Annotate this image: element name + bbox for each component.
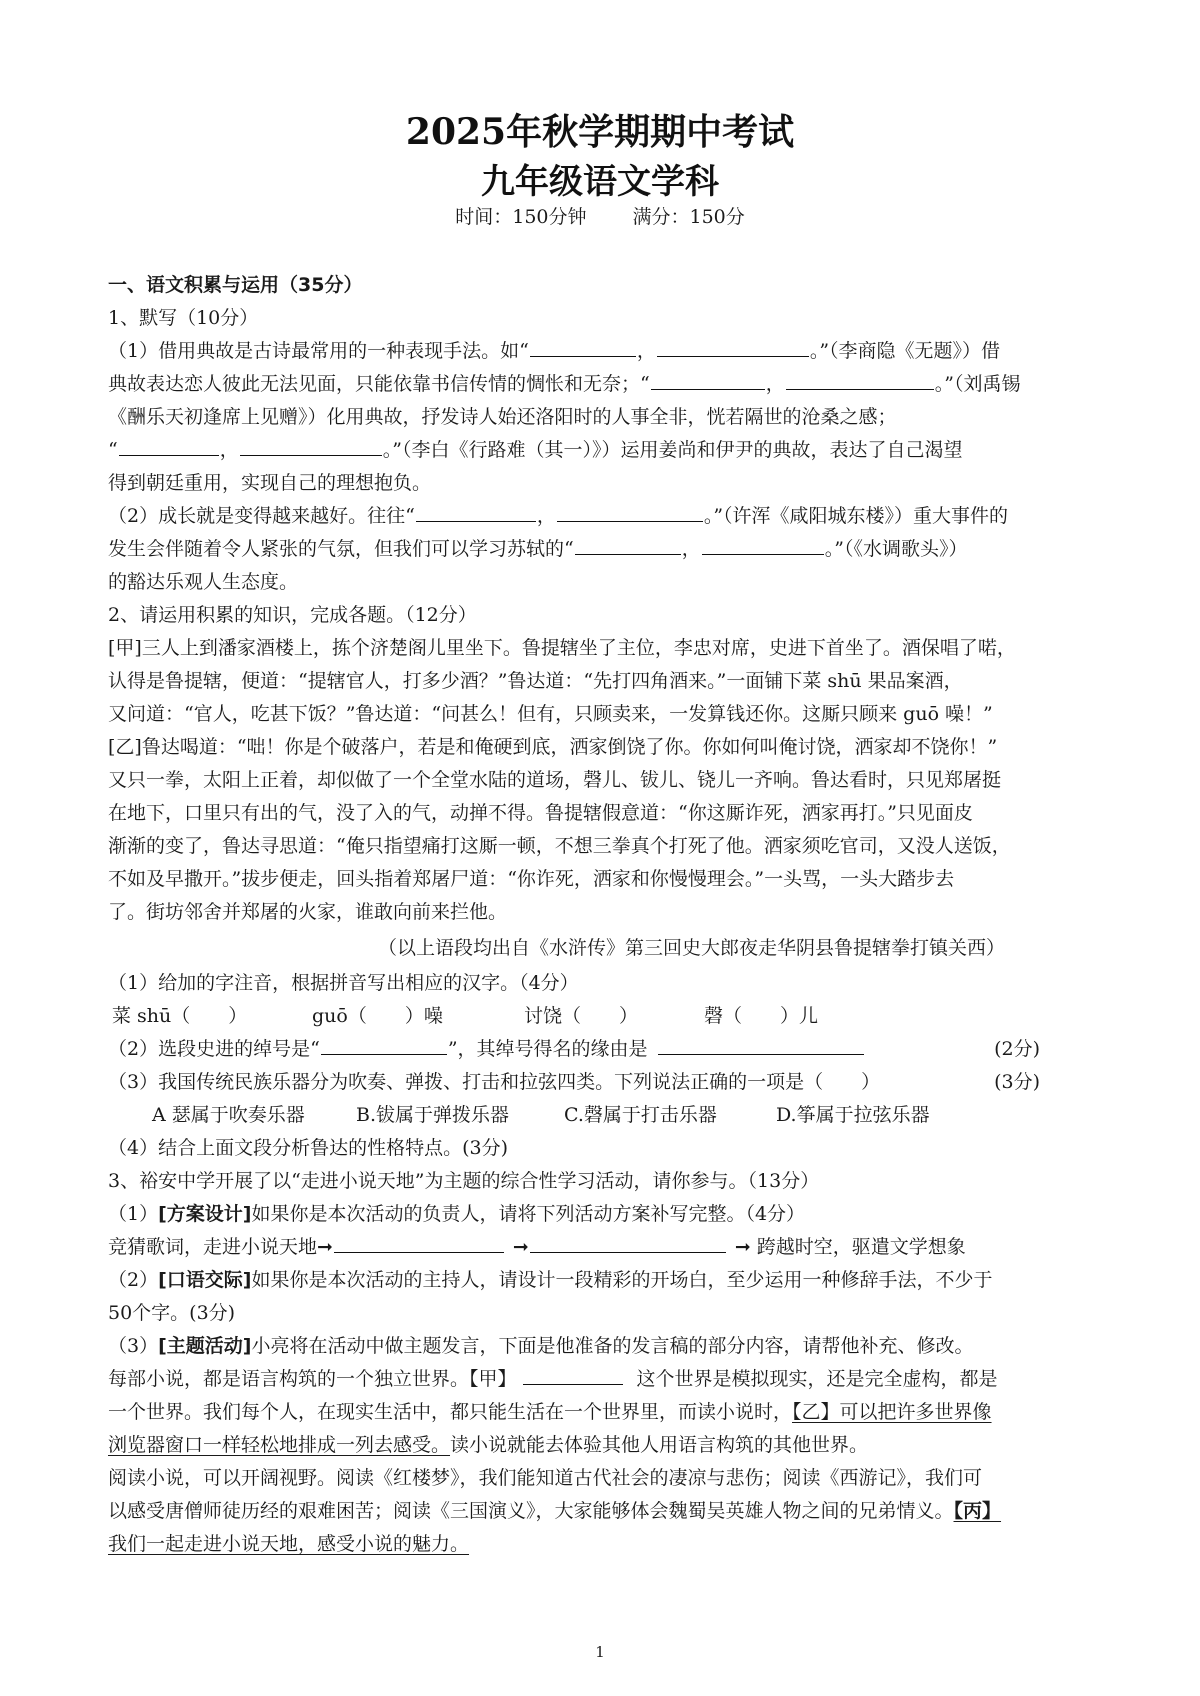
- speech-line: 浏览器窗口一样轻松地排成一列去感受。读小说就能去体验其他人用语言构筑的其他世界。: [108, 1434, 869, 1456]
- q1-p1-line3: 《酬乐天初逢席上见赠》）化用典故，抒发诗人始还洛阳时的人事全非，恍若隔世的沧桑之感；: [108, 406, 897, 428]
- answer-blank[interactable]: [575, 536, 681, 555]
- q3-sub2-cont: 50个字。(3分): [108, 1302, 236, 1324]
- answer-blank[interactable]: [651, 371, 765, 390]
- q1-p2-line1: （2）成长就是变得越来越好。往往“ ， 。”（许浑《咸阳城东楼》）重大事件的: [108, 505, 1009, 527]
- q2-sub1-item-d[interactable]: 磬（ ）儿: [704, 1005, 819, 1027]
- answer-blank[interactable]: [416, 503, 536, 522]
- passage-yi-line: 渐渐的变了，鲁达寻思道：“俺只指望痛打这厮一顿，不想三拳真个打死了他。洒家须吃官司，又没人送饭，: [108, 835, 1011, 857]
- exam-meta: [0, 202, 1200, 229]
- q1-p1-line1: （1）借用典故是古诗最常用的一种表现手法。如“ ， 。”（李商隐《无题》）借: [108, 340, 1001, 362]
- question-1-heading: 1、默写（10分）: [108, 307, 259, 329]
- q1-p1-line4: “ ， 。”（李白《行路难（其一）》）运用姜尚和伊尹的典故，表达了自己渴望: [108, 439, 963, 461]
- passage-yi-line: 不如及早撒开。”拔步便走，回头指着郑屠尸道：“你诈死，洒家和你慢慢理会。”一头骂，一头大踏步去: [108, 868, 955, 890]
- page-number: 1: [595, 1643, 605, 1661]
- passage-yi-line: 在地下，口里只有出的气，没了入的气，动掸不得。鲁提辖假意道：“你这厮诈死，洒家再打。”只见面皮: [108, 802, 973, 824]
- q2-sub1-item-c[interactable]: 讨饶（ ）: [524, 1005, 639, 1027]
- q2-sub1-item-a[interactable]: 菜 shū（ ）: [112, 1005, 248, 1027]
- answer-blank[interactable]: [530, 1234, 726, 1253]
- speech-line: 以感受唐僧师徒历经的艰难困苦；阅读《三国演义》，大家能够体会魏蜀吴英雄人物之间的兄弟情义。【丙】: [108, 1500, 1002, 1522]
- passage-source: （以上语段均出自《水浒传》第三回史大郎夜走华阴县鲁提辖拳打镇关西）: [378, 937, 1006, 959]
- answer-blank[interactable]: [334, 1234, 504, 1253]
- answer-blank[interactable]: [786, 371, 934, 390]
- passage-yi-line: [乙]鲁达喝道：“咄！你是个破落户，若是和俺硬到底，洒家倒饶了你。你如何叫俺讨饶，洒家却不饶你！”: [108, 736, 998, 758]
- speech-sentence-bing: 【丙】: [953, 1500, 1002, 1522]
- q2-option-b[interactable]: B.钹属于弹拨乐器: [356, 1104, 510, 1126]
- answer-blank[interactable]: [702, 536, 824, 555]
- answer-blank[interactable]: [119, 437, 219, 456]
- q3-sub2: （2）[口语交际]如果你是本次活动的主持人，请设计一段精彩的开场白，至少运用一种修辞手法，不少于: [108, 1269, 993, 1291]
- q3-sub3: （3）[主题活动]小亮将在活动中做主题发言，下面是他准备的发言稿的部分内容，请帮他补充、修改。: [108, 1335, 974, 1357]
- answer-blank[interactable]: [658, 1036, 864, 1055]
- answer-blank[interactable]: [557, 503, 703, 522]
- passage-yi-line: 了。街坊邻舍并郑屠的火家，谁敢向前来拦他。: [108, 901, 508, 923]
- q2-sub1: （1）给加的字注音，根据拼音写出相应的汉字。（4分）: [108, 972, 579, 994]
- q2-sub4: （4）结合上面文段分析鲁达的性格特点。(3分): [108, 1137, 509, 1159]
- q2-sub1-item-b[interactable]: guō（ ）噪: [312, 1005, 443, 1027]
- q2-option-a[interactable]: A 瑟属于吹奏乐器: [152, 1104, 305, 1126]
- question-2-heading: 2、请运用积累的知识，完成各题。（12分）: [108, 604, 477, 626]
- question-3-heading: 3、裕安中学开展了以“走进小说天地”为主题的综合性学习活动，请你参与。（13分）: [108, 1170, 820, 1192]
- q1-p2-line2: 发生会伴随着令人紧张的气氛，但我们可以学习苏轼的“ ， 。”（《水调歌头》）: [108, 538, 968, 560]
- q2-sub3: （3）我国传统民族乐器分为吹奏、弹拨、打击和拉弦四类。下列说法正确的一项是（ ）: [108, 1071, 881, 1093]
- speech-line: 我们一起走进小说天地，感受小说的魅力。: [108, 1533, 470, 1555]
- q2-option-d[interactable]: D.筝属于拉弦乐器: [776, 1104, 930, 1126]
- passage-yi-line: 又只一拳，太阳上正着，却似做了一个全堂水陆的道场，磬儿、钹儿、铙儿一齐响。鲁达看时，只见郑屠挺: [108, 769, 1002, 791]
- exam-title: 2025年秋学期期中考试: [405, 111, 795, 153]
- q1-p2-line3: 的豁达乐观人生态度。: [108, 571, 299, 593]
- q3-sub1: （1）[方案设计]如果你是本次活动的负责人，请将下列活动方案补写完整。（4分）: [108, 1203, 806, 1225]
- answer-blank[interactable]: [321, 1036, 447, 1055]
- speech-line: 阅读小说，可以开阔视野。阅读《红楼梦》，我们能知道古代社会的凄凉与悲伤；阅读《西游记》，我们可: [108, 1467, 983, 1489]
- passage-jia-line: [甲]三人上到潘家酒楼上，拣个济楚阁儿里坐下。鲁提辖坐了主位，李忠对席，史进下首坐了。酒保唱了喏，: [108, 637, 1016, 659]
- section-heading: 一、语文积累与运用（35分）: [108, 274, 363, 296]
- speech-sentence-yi: 【乙】可以把许多世界像: [792, 1401, 992, 1423]
- exam-subtitle: 九年级语文学科: [481, 162, 719, 202]
- passage-jia-line: 又问道：“官人，吃甚下饭？”鲁达道：“问甚么！但有，只顾卖来，一发算钱还你。这厮只顾来 guō 噪！”: [108, 703, 993, 725]
- q1-p1-line5: 得到朝廷重用，实现自己的理想抱负。: [108, 472, 432, 494]
- speech-line: 每部小说，都是语言构筑的一个独立世界。【甲】 这个世界是模拟现实，还是完全虚构，都是: [108, 1368, 998, 1390]
- exam-score: 满分：150分: [632, 206, 745, 228]
- q2-option-c[interactable]: C.磬属于打击乐器: [564, 1104, 717, 1126]
- exam-time: 时间：150分钟: [455, 206, 587, 228]
- q2-sub2: （2）选段史进的绰号是“ ”，其绰号得名的缘由是: [108, 1034, 865, 1061]
- q2-sub2-score: (2分): [994, 1038, 1040, 1060]
- q3-plan: 竞猜歌词，走进小说天地➞ ➞ ➞ 跨越时空，驱遣文学想象: [108, 1236, 966, 1258]
- answer-blank[interactable]: [657, 338, 809, 357]
- passage-jia-line: 认得是鲁提辖，便道：“提辖官人，打多少酒？”鲁达道：“先打四角酒来。”一面铺下菜 shū 果品案酒，: [108, 670, 963, 692]
- answer-blank[interactable]: [530, 338, 636, 357]
- answer-blank[interactable]: [523, 1366, 623, 1385]
- q2-sub3-score: (3分): [994, 1071, 1040, 1093]
- speech-line: 一个世界。我们每个人，在现实生活中，都只能生活在一个世界里，而读小说时，【乙】可以把许多世界像: [108, 1401, 992, 1423]
- answer-blank[interactable]: [240, 437, 382, 456]
- q1-p1-line2: 典故表达恋人彼此无法见面，只能依靠书信传情的惆怅和无奈；“ ， 。”（刘禹锡: [108, 373, 1021, 395]
